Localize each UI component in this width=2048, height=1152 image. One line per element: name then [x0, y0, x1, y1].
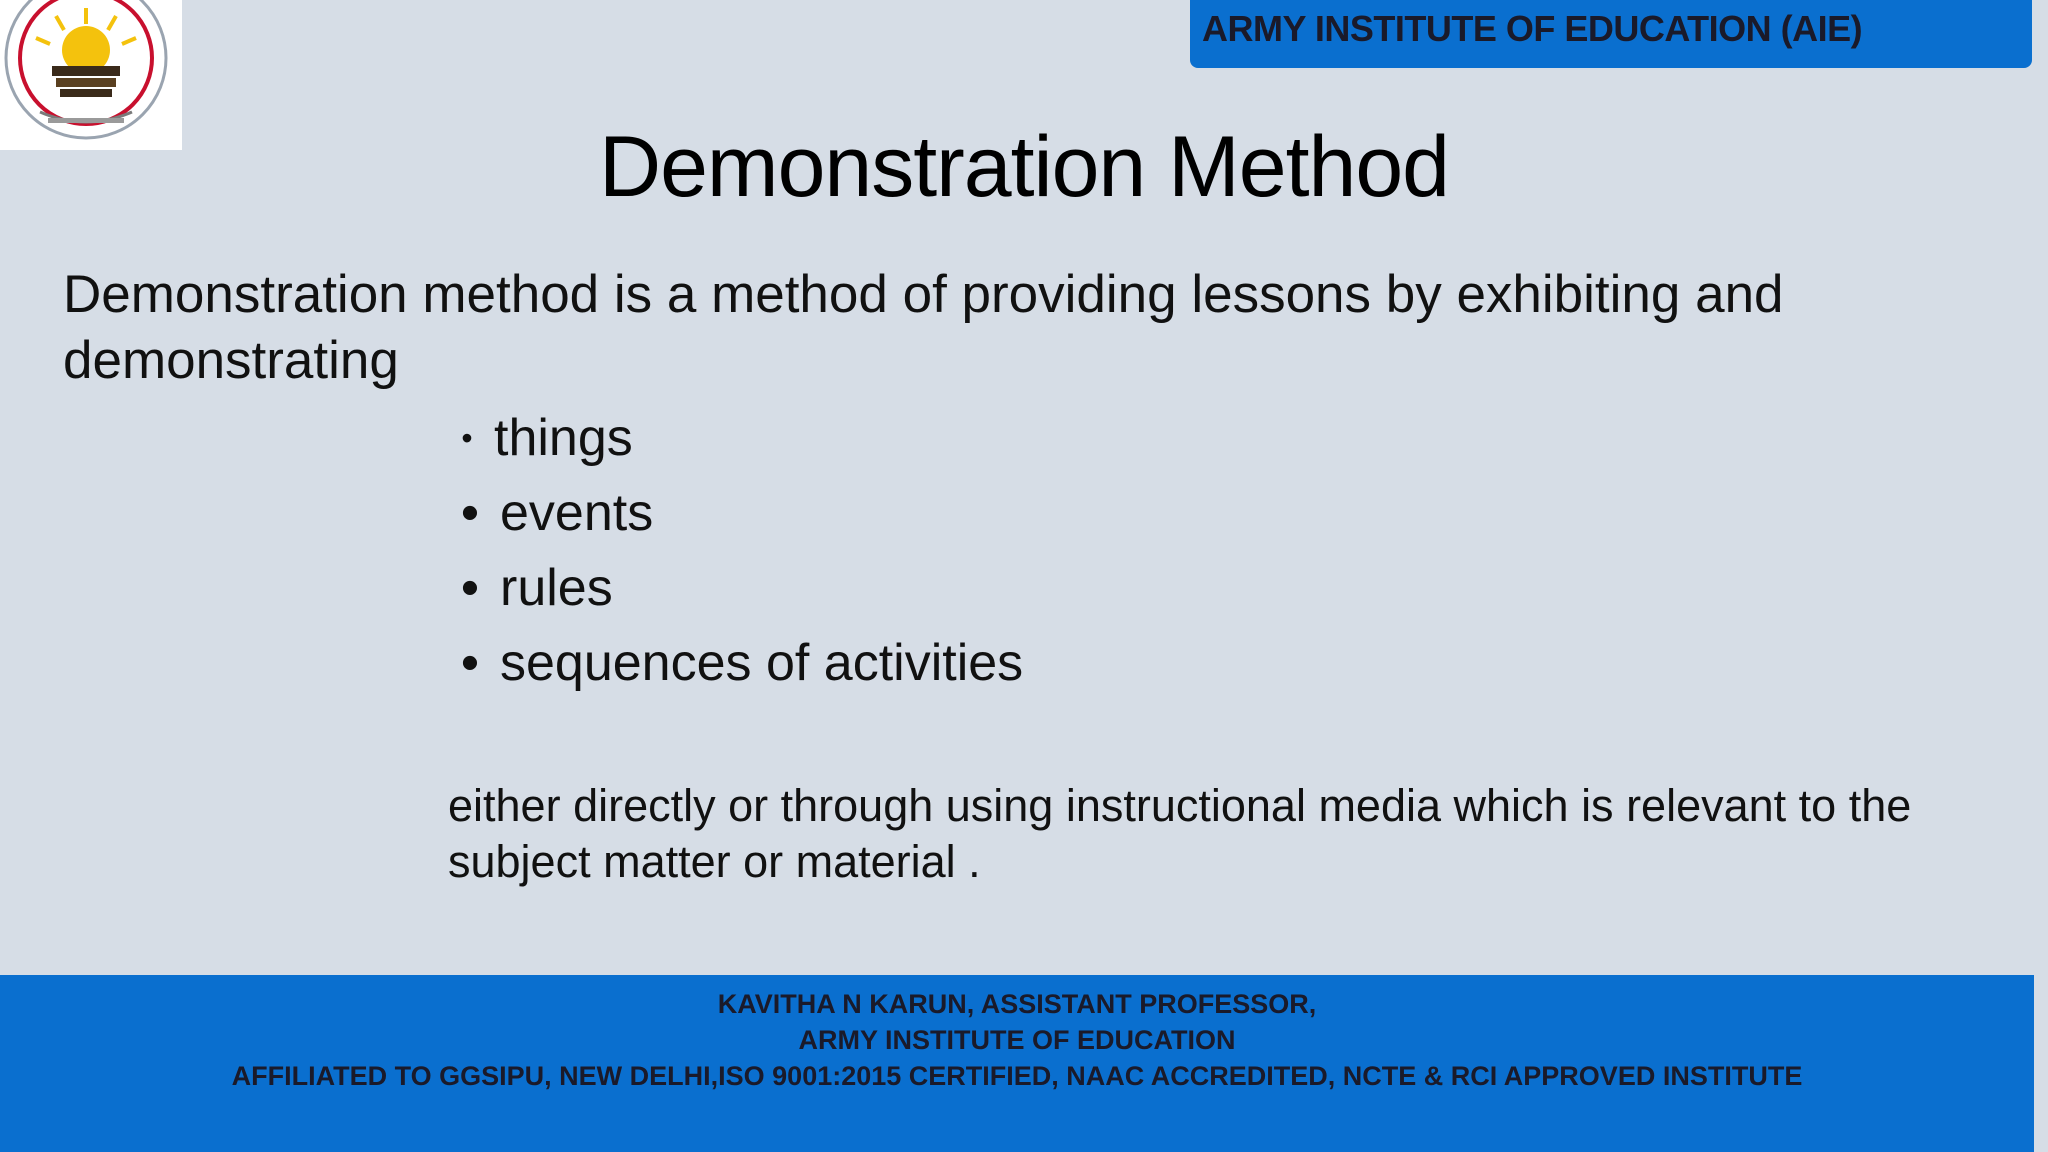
bullet-list — [440, 400, 1023, 700]
bullet-text: things — [494, 408, 633, 467]
bullet-icon: • — [460, 483, 480, 542]
bullet-text: rules — [500, 558, 613, 617]
list-item — [440, 400, 1023, 475]
bullet-icon: • — [460, 633, 480, 692]
list-item — [440, 475, 1023, 550]
bullet-icon: • — [461, 419, 473, 456]
bullet-text: sequences of activities — [500, 633, 1024, 692]
footer-affiliation: AFFILIATED TO GGSIPU, NEW DELHI,ISO 9001:2015 CERTIFIED, NAAC ACCREDITED, NCTE & RCI APPROVED INSTITUTE — [231, 1061, 1803, 1091]
institute-header-bar — [1190, 0, 2032, 68]
intro-paragraph: Demonstration method is a method of providing lessons by exhibiting and demonstrating — [63, 265, 1784, 390]
bullet-text: events — [500, 483, 654, 542]
institute-name: ARMY INSTITUTE OF EDUCATION (AIE) — [1202, 8, 1863, 49]
bullet-icon: • — [460, 558, 480, 617]
closing-paragraph: either directly or through using instructional media which is relevant to the subject matter or material . — [448, 780, 1912, 887]
list-item — [440, 550, 1023, 625]
footer-institute: ARMY INSTITUTE OF EDUCATION — [798, 1025, 1236, 1055]
footer-bar — [0, 975, 2034, 1152]
footer-author: KAVITHA N KARUN, ASSISTANT PROFESSOR, — [717, 989, 1317, 1019]
slide-title: Demonstration Method — [599, 119, 1449, 215]
list-item — [440, 625, 1023, 700]
